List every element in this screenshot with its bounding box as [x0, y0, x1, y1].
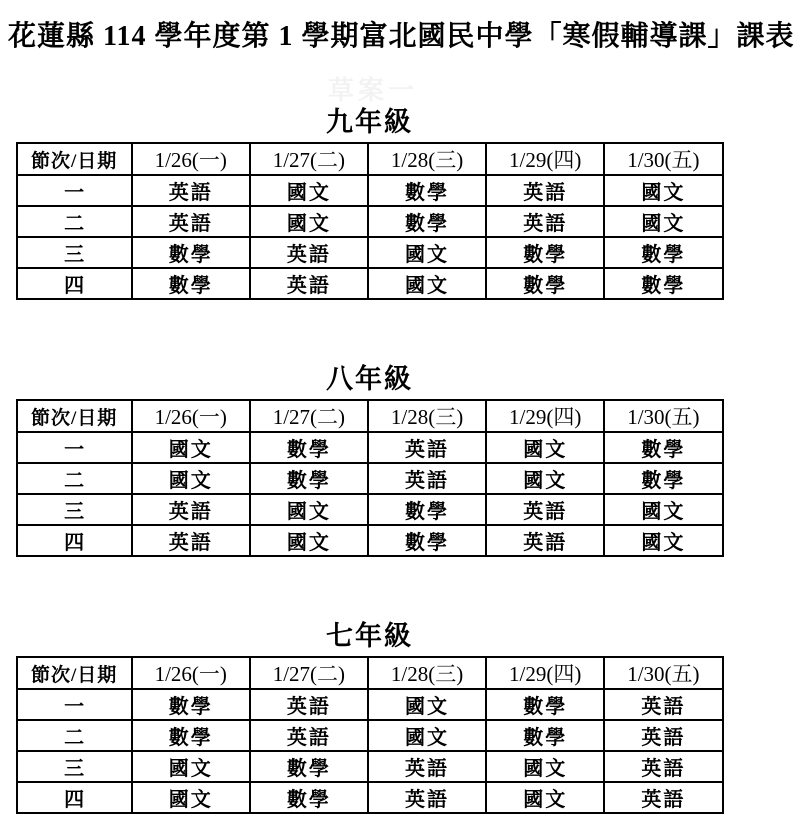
- subject-cell: 數學: [368, 175, 486, 206]
- table-header-row: [17, 143, 723, 175]
- subject-cell: 國文: [486, 782, 604, 813]
- draft-watermark-text: 草案一: [328, 76, 419, 105]
- subject-cell: 數學: [486, 689, 604, 720]
- date-column-header: 1/26(一): [132, 657, 250, 689]
- grade-heading: 九年級: [326, 107, 413, 137]
- subject-cell: 國文: [368, 689, 486, 720]
- period-label-cell: 二: [17, 206, 132, 237]
- subject-cell: 數學: [486, 237, 604, 268]
- table-header-row: [17, 657, 723, 689]
- subject-cell: 英語: [368, 463, 486, 494]
- subject-cell: 英語: [604, 720, 722, 751]
- subject-cell: 國文: [132, 751, 250, 782]
- subject-cell: 國文: [368, 237, 486, 268]
- subject-cell: 國文: [604, 494, 722, 525]
- date-column-header: 1/30(五): [604, 143, 722, 175]
- schedule-table: [16, 656, 724, 814]
- subject-cell: 國文: [486, 463, 604, 494]
- subject-cell: 英語: [486, 525, 604, 556]
- date-column-header: 1/28(三): [368, 143, 486, 175]
- table-row: [17, 175, 723, 206]
- date-column-header: 1/30(五): [604, 657, 722, 689]
- subject-cell: 國文: [486, 751, 604, 782]
- date-column-header: 1/28(三): [368, 657, 486, 689]
- subject-cell: 國文: [604, 525, 722, 556]
- period-label-cell: 三: [17, 237, 132, 268]
- subject-cell: 英語: [132, 494, 250, 525]
- subject-cell: 數學: [132, 720, 250, 751]
- subject-cell: 數學: [132, 689, 250, 720]
- subject-cell: 數學: [604, 463, 722, 494]
- subject-cell: 國文: [368, 720, 486, 751]
- subject-cell: 國文: [250, 494, 368, 525]
- subject-cell: 數學: [604, 432, 722, 463]
- period-label-cell: 四: [17, 782, 132, 813]
- period-date-corner-header: 節次/日期: [17, 143, 132, 175]
- subject-cell: 數學: [604, 268, 722, 299]
- subject-cell: 國文: [604, 206, 722, 237]
- subject-cell: 數學: [250, 432, 368, 463]
- subject-cell: 國文: [604, 175, 722, 206]
- period-label-cell: 四: [17, 268, 132, 299]
- subject-cell: 國文: [250, 525, 368, 556]
- table-row: [17, 751, 723, 782]
- subject-cell: 英語: [604, 782, 722, 813]
- schedule-table: [16, 142, 724, 300]
- table-row: [17, 525, 723, 556]
- period-label-cell: 一: [17, 175, 132, 206]
- subject-cell: 英語: [368, 432, 486, 463]
- subject-cell: 數學: [368, 494, 486, 525]
- subject-cell: 數學: [486, 720, 604, 751]
- subject-cell: 數學: [132, 237, 250, 268]
- table-header-row: [17, 400, 723, 432]
- document-page: [0, 14, 794, 811]
- period-label-cell: 三: [17, 751, 132, 782]
- schedule-table: [16, 399, 724, 557]
- period-label-cell: 一: [17, 432, 132, 463]
- subject-cell: 國文: [250, 206, 368, 237]
- subject-cell: 數學: [132, 268, 250, 299]
- subject-cell: 國文: [132, 463, 250, 494]
- period-date-corner-header: 節次/日期: [17, 400, 132, 432]
- date-column-header: 1/29(四): [486, 657, 604, 689]
- date-column-header: 1/26(一): [132, 400, 250, 432]
- document-title: 花蓮縣 114 學年度第 1 學期富北國民中學「寒假輔導課」課表: [8, 21, 794, 52]
- table-row: [17, 432, 723, 463]
- table-row: [17, 494, 723, 525]
- grade-heading: 八年級: [326, 364, 413, 394]
- period-label-cell: 一: [17, 689, 132, 720]
- period-label-cell: 四: [17, 525, 132, 556]
- date-column-header: 1/28(三): [368, 400, 486, 432]
- table-row: [17, 268, 723, 299]
- period-date-corner-header: 節次/日期: [17, 657, 132, 689]
- grade-section-1: [0, 100, 739, 300]
- subject-cell: 數學: [604, 237, 722, 268]
- subject-cell: 國文: [486, 432, 604, 463]
- subject-cell: 國文: [250, 175, 368, 206]
- period-label-cell: 二: [17, 463, 132, 494]
- subject-cell: 英語: [132, 206, 250, 237]
- schedule-tables-container: [0, 100, 739, 814]
- subject-cell: 國文: [132, 782, 250, 813]
- table-row: [17, 782, 723, 813]
- table-row: [17, 206, 723, 237]
- subject-cell: 英語: [486, 175, 604, 206]
- grade-heading: 七年級: [326, 621, 413, 651]
- subject-cell: 英語: [132, 525, 250, 556]
- table-row: [17, 689, 723, 720]
- date-column-header: 1/27(二): [250, 657, 368, 689]
- date-column-header: 1/29(四): [486, 143, 604, 175]
- subject-cell: 英語: [250, 689, 368, 720]
- subject-cell: 英語: [604, 751, 722, 782]
- date-column-header: 1/26(一): [132, 143, 250, 175]
- subject-cell: 數學: [250, 463, 368, 494]
- subject-cell: 英語: [250, 720, 368, 751]
- subject-cell: 數學: [368, 525, 486, 556]
- subject-cell: 數學: [368, 206, 486, 237]
- period-label-cell: 三: [17, 494, 132, 525]
- table-row: [17, 237, 723, 268]
- subject-cell: 數學: [250, 782, 368, 813]
- subject-cell: 英語: [132, 175, 250, 206]
- table-row: [17, 463, 723, 494]
- subject-cell: 國文: [132, 432, 250, 463]
- date-column-header: 1/27(二): [250, 143, 368, 175]
- date-column-header: 1/27(二): [250, 400, 368, 432]
- grade-section-2: [0, 357, 739, 557]
- date-column-header: 1/29(四): [486, 400, 604, 432]
- subject-cell: 英語: [368, 751, 486, 782]
- subject-cell: 英語: [250, 237, 368, 268]
- subject-cell: 英語: [486, 206, 604, 237]
- period-label-cell: 二: [17, 720, 132, 751]
- subject-cell: 數學: [486, 268, 604, 299]
- table-row: [17, 720, 723, 751]
- subject-cell: 英語: [604, 689, 722, 720]
- subject-cell: 英語: [368, 782, 486, 813]
- subject-cell: 英語: [250, 268, 368, 299]
- subject-cell: 英語: [486, 494, 604, 525]
- grade-section-3: [0, 614, 739, 814]
- subject-cell: 數學: [250, 751, 368, 782]
- date-column-header: 1/30(五): [604, 400, 722, 432]
- subject-cell: 國文: [368, 268, 486, 299]
